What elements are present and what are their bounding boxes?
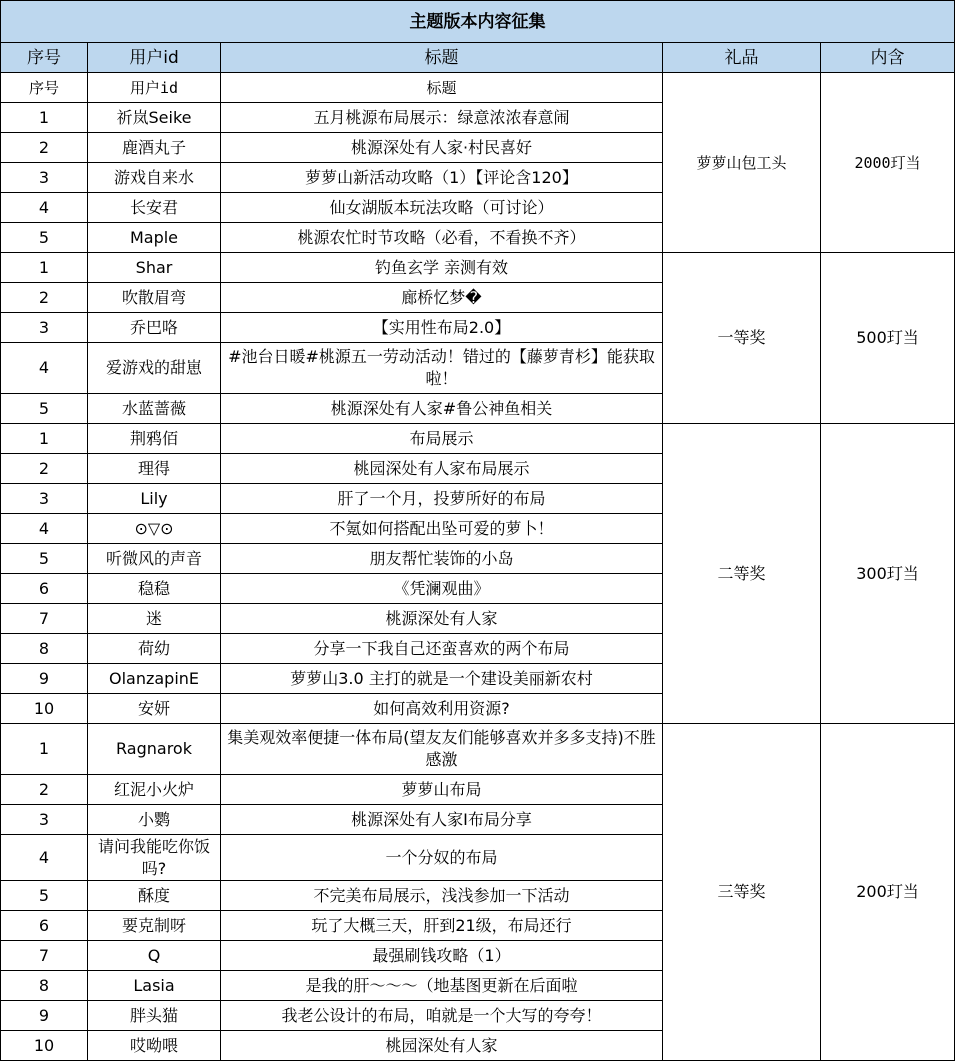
row-title: 如何高效利用资源? <box>221 694 663 724</box>
row-no: 1 <box>1 724 88 775</box>
row-no: 7 <box>1 941 88 971</box>
row-title: 桃源深处有人家 <box>221 604 663 634</box>
row-title: 五月桃源布局展示：绿意浓浓春意闹 <box>221 103 663 133</box>
row-no: 6 <box>1 574 88 604</box>
sub-header-row <box>1 73 955 103</box>
row-no: 1 <box>1 253 88 283</box>
row-user-id: 游戏自来水 <box>88 163 221 193</box>
row-title: 桃园深处有人家布局展示 <box>221 454 663 484</box>
row-title: 是我的肝～～～（地基图更新在后面啦 <box>221 971 663 1001</box>
row-user-id: 理得 <box>88 454 221 484</box>
row-title: 桃源深处有人家Ⅰ布局分享 <box>221 805 663 835</box>
row-title: 桃源深处有人家#鲁公神鱼相关 <box>221 394 663 424</box>
row-no: 4 <box>1 835 88 881</box>
gift-cell: 二等奖 <box>663 424 821 724</box>
row-no: 10 <box>1 694 88 724</box>
row-user-id: 红泥小火炉 <box>88 775 221 805</box>
row-no: 5 <box>1 394 88 424</box>
row-user-id: Ragnarok <box>88 724 221 775</box>
row-user-id: 安妍 <box>88 694 221 724</box>
row-no: 8 <box>1 971 88 1001</box>
row-no: 3 <box>1 805 88 835</box>
row-title: 一个分奴的布局 <box>221 835 663 881</box>
row-title: 廊桥忆梦� <box>221 283 663 313</box>
row-no: 3 <box>1 313 88 343</box>
row-user-id: 吹散眉弯 <box>88 283 221 313</box>
row-user-id: 鹿酒丸子 <box>88 133 221 163</box>
row-user-id: 祈岚Seike <box>88 103 221 133</box>
row-user-id: 听微风的声音 <box>88 544 221 574</box>
row-title: 萝萝山新活动攻略（1）【评论含120】 <box>221 163 663 193</box>
row-user-id: 荆鸦佰 <box>88 424 221 454</box>
row-no: 2 <box>1 283 88 313</box>
content-cell: 200玎当 <box>821 724 955 1061</box>
row-title: 朋友帮忙装饰的小岛 <box>221 544 663 574</box>
row-no: 4 <box>1 343 88 394</box>
row-title: 分享一下我自己还蛮喜欢的两个布局 <box>221 634 663 664</box>
row-title: 最强刷钱攻略（1） <box>221 941 663 971</box>
row-title: 不氪如何搭配出坠可爱的萝卜！ <box>221 514 663 544</box>
header-content: 内含 <box>821 43 955 73</box>
row-user-id: 请问我能吃你饭吗? <box>88 835 221 881</box>
row-title: 不完美布局展示，浅浅参加一下活动 <box>221 881 663 911</box>
row-title: #池台日暖#桃源五一劳动活动！错过的【藤萝青杉】能获取啦！ <box>221 343 663 394</box>
header-gift: 礼品 <box>663 43 821 73</box>
row-no: 2 <box>1 133 88 163</box>
row-no: 10 <box>1 1031 88 1061</box>
row-title: 桃源农忙时节攻略（必看，不看换不齐） <box>221 223 663 253</box>
row-title: 《凭澜观曲》 <box>221 574 663 604</box>
row-no: 1 <box>1 424 88 454</box>
header-user-id: 用户id <box>88 43 221 73</box>
row-user-id: Q <box>88 941 221 971</box>
row-no: 5 <box>1 544 88 574</box>
row-no: 4 <box>1 193 88 223</box>
row-title: 萝萝山3.0 主打的就是一个建设美丽新农村 <box>221 664 663 694</box>
row-user-id: 酥度 <box>88 881 221 911</box>
row-no: 1 <box>1 103 88 133</box>
row-user-id: ⊙▽⊙ <box>88 514 221 544</box>
row-no: 5 <box>1 881 88 911</box>
row-user-id: 水蓝蔷薇 <box>88 394 221 424</box>
row-no: 7 <box>1 604 88 634</box>
row-title: 桃源深处有人家·村民喜好 <box>221 133 663 163</box>
row-no: 8 <box>1 634 88 664</box>
header-row <box>1 43 955 73</box>
row-title: 钓鱼玄学 亲测有效 <box>221 253 663 283</box>
row-user-id: 爱游戏的甜崽 <box>88 343 221 394</box>
sub-header-no: 序号 <box>1 73 88 103</box>
row-title: 布局展示 <box>221 424 663 454</box>
row-user-id: 胖头猫 <box>88 1001 221 1031</box>
gift-cell: 三等奖 <box>663 724 821 1061</box>
row-user-id: 荷幼 <box>88 634 221 664</box>
table-title: 主题版本内容征集 <box>1 1 955 43</box>
row-user-id: Lasia <box>88 971 221 1001</box>
header-title: 标题 <box>221 43 663 73</box>
row-user-id: 要克制呀 <box>88 911 221 941</box>
row-no: 2 <box>1 454 88 484</box>
table-row <box>1 724 955 775</box>
table-row <box>1 424 955 454</box>
row-user-id: 迷 <box>88 604 221 634</box>
row-no: 5 <box>1 223 88 253</box>
row-user-id: 乔巴咯 <box>88 313 221 343</box>
content-cell: 500玎当 <box>821 253 955 424</box>
row-title: 桃园深处有人家 <box>221 1031 663 1061</box>
row-no: 3 <box>1 163 88 193</box>
row-title: 仙女湖版本玩法攻略（可讨论） <box>221 193 663 223</box>
gift-cell: 萝萝山包工头 <box>663 73 821 253</box>
row-no: 3 <box>1 484 88 514</box>
row-no: 6 <box>1 911 88 941</box>
table-title-row <box>1 1 955 43</box>
row-title: 我老公设计的布局，咱就是一个大写的夸夸！ <box>221 1001 663 1031</box>
row-title: 肝了一个月，投萝所好的布局 <box>221 484 663 514</box>
row-no: 4 <box>1 514 88 544</box>
row-user-id: 稳稳 <box>88 574 221 604</box>
header-no: 序号 <box>1 43 88 73</box>
row-user-id: 小鹦 <box>88 805 221 835</box>
row-user-id: 哎呦喂 <box>88 1031 221 1061</box>
content-cell: 300玎当 <box>821 424 955 724</box>
content-cell: 2000玎当 <box>821 73 955 253</box>
row-user-id: OlanzapinE <box>88 664 221 694</box>
row-user-id: Lily <box>88 484 221 514</box>
row-title: 集美观效率便捷一体布局(望友友们能够喜欢并多多支持)不胜感激 <box>221 724 663 775</box>
row-user-id: Shar <box>88 253 221 283</box>
table-row <box>1 253 955 283</box>
row-title: 【实用性布局2.0】 <box>221 313 663 343</box>
sub-header-title: 标题 <box>221 73 663 103</box>
row-title: 萝萝山布局 <box>221 775 663 805</box>
row-title: 玩了大概三天，肝到21级，布局还行 <box>221 911 663 941</box>
row-no: 9 <box>1 1001 88 1031</box>
row-no: 2 <box>1 775 88 805</box>
sub-header-user-id: 用户id <box>88 73 221 103</box>
gift-cell: 一等奖 <box>663 253 821 424</box>
row-user-id: 长安君 <box>88 193 221 223</box>
row-no: 9 <box>1 664 88 694</box>
row-user-id: Maple <box>88 223 221 253</box>
